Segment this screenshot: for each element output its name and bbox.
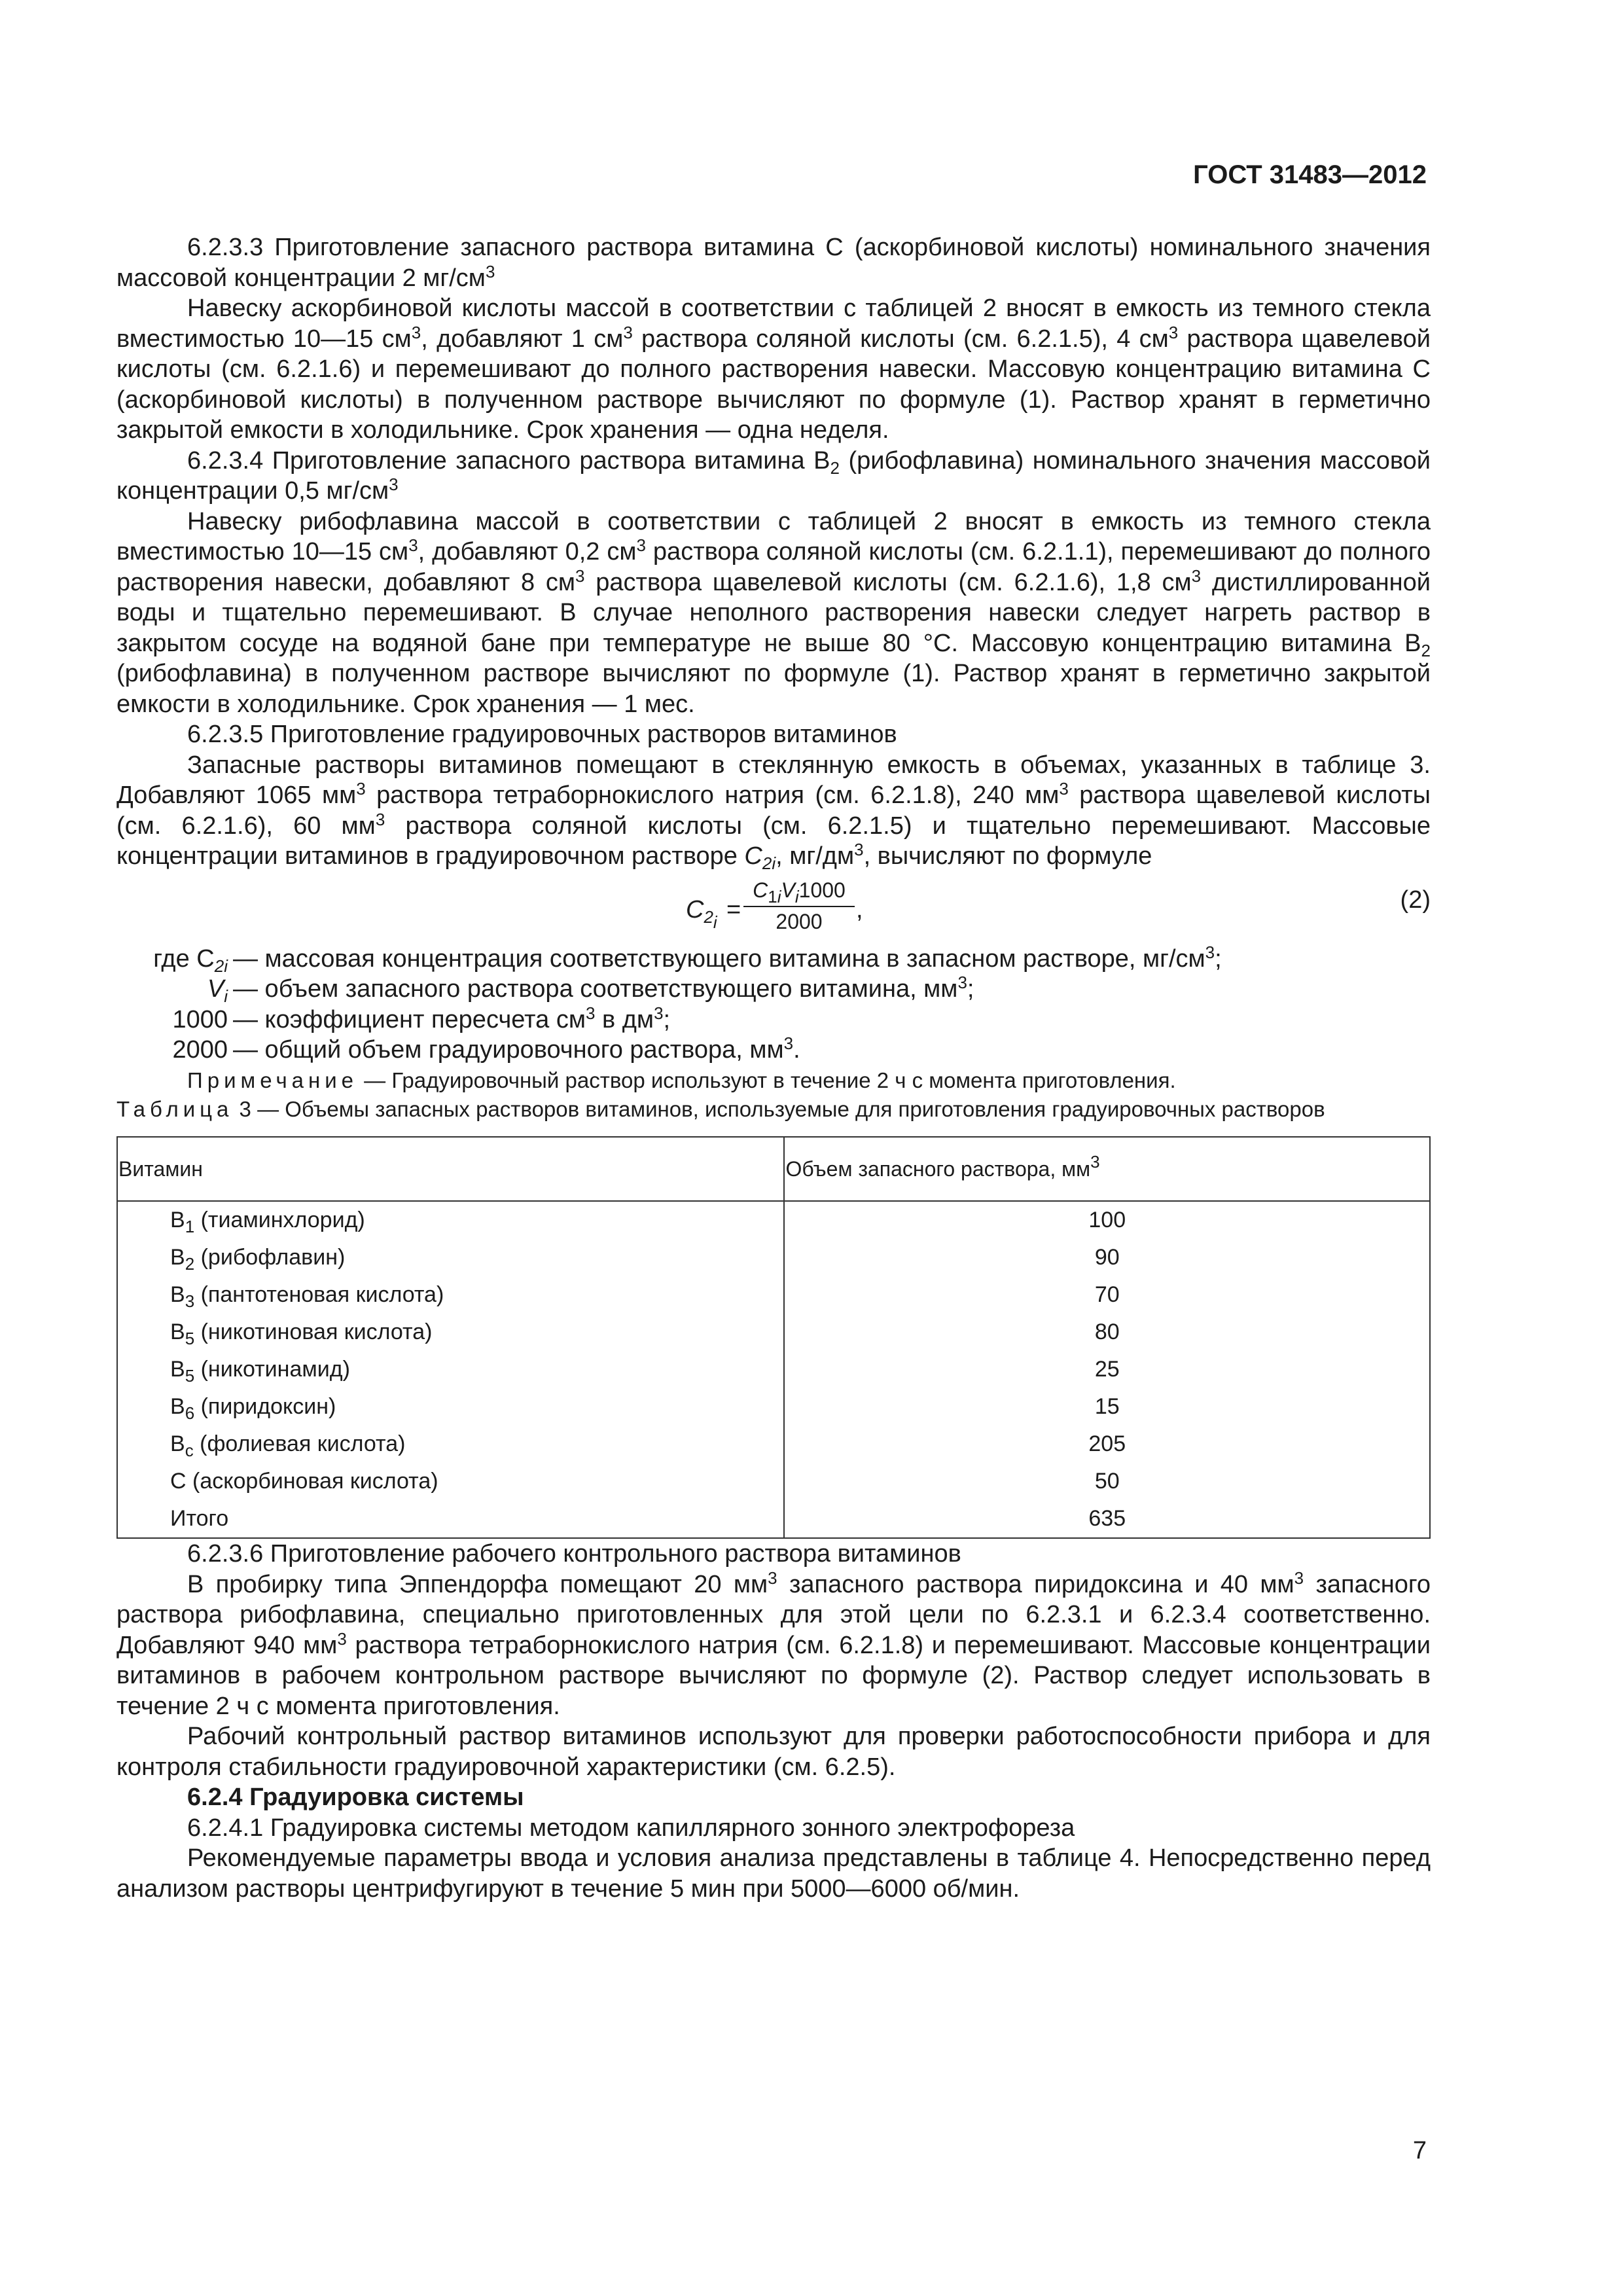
formula-number: (2): [1400, 886, 1431, 914]
table-row: $B_5$ (никотинамид) 25: [117, 1351, 1430, 1388]
formula-lhs: $C_{2_i}$: [686, 895, 717, 932]
section-6-2-3-4-title: 6.2.3.4 Приготовление запасного раствора витамина $В_2$ (рибофлавина) номинального значения массовой концентрации 0,5 $мг/см^3$: [116, 446, 1431, 505]
section-6-2-3-4-paragraph: Навеску рибофлавина массой в соответствии с таблицей 2 вносят в емкость из темного стекла вместимостью 10—15 $см^3$, добавляют 0,2 $см^3$ раствора соляной кислоты (см. 6.2.1.1), перемешивают до полного растворения навески, добавляют 8 $см^3$ раствора щавелевой кислоты (см. 6.2.1.6), 1,8 $см^3$ дистиллированной воды и тщательно перемешивают. В случае неполного растворения навески следует нагреть раствор в закрытом сосуде на водяной бане при температуре не выше 80 °С. Массовую концентрацию витамина $В_2$ (рибофлавина) в полученном растворе вычисляют по формуле (1). Раствор хранят в герметично закрытой емкости в холодильнике. Срок хранения — 1 мес.: [116, 507, 1431, 718]
column-header-vitamin: Витамин: [117, 1137, 784, 1201]
table-row-total: Итого 635: [117, 1500, 1430, 1538]
table-row: $B_c$ (фолиевая кислота) 205: [117, 1426, 1430, 1463]
page-number: 7: [1412, 2137, 1427, 2164]
formula-fraction: [743, 877, 855, 936]
table-row: C (аскорбиновая кислота) 50: [117, 1463, 1430, 1500]
table-3: [116, 1136, 1431, 1539]
section-6-2-4-1-paragraph: Рекомендуемые параметры ввода и условия анализа представлены в таблице 4. Непосредственно перед анализом растворы центрифугируют в течение 5 мин при 5000—6000 об/мин.: [116, 1844, 1431, 1903]
section-6-2-3-6-paragraph-2: Рабочий контрольный раствор витаминов используют для проверки работоспособности прибора и для контроля стабильности градуировочной характеристики (см. 6.2.5).: [116, 1723, 1431, 1781]
section-6-2-4-title: 6.2.4 Градуировка системы: [187, 1784, 524, 1811]
section-6-2-4-1-title: 6.2.4.1 Градуировка системы методом капиллярного зонного электрофореза: [187, 1814, 1075, 1842]
table-row: $B_6$ (пиридоксин) 15: [117, 1388, 1430, 1426]
legend-row: где $C_{2i}$ — массовая концентрация соответствующего витамина в запасном растворе, $мг/см^3$;: [153, 942, 1222, 976]
section-6-2-3-6-title: 6.2.3.6 Приготовление рабочего контрольного раствора витаминов: [187, 1540, 961, 1568]
table-row: $B_3$ (пантотеновая кислота) 70: [117, 1276, 1430, 1314]
section-6-2-3-3-title: 6.2.3.3 Приготовление запасного раствора витамина С (аскорбиновой кислоты) номинального значения массовой концентрации 2 $мг/см^3$: [116, 234, 1431, 292]
table-row: $B_1$ (тиаминхлорид) 100: [117, 1201, 1430, 1239]
table-header-row: [117, 1137, 1430, 1201]
table-3-caption: Таблица 3 — Объемы запасных растворов витаминов, используемые для приготовления градуировочных растворов: [116, 1097, 1325, 1121]
column-header-volume: Объем запасного раствора, $мм^3$: [784, 1137, 1430, 1201]
note: Примечание — Градуировочный раствор используют в течение 2 ч с момента приготовления.: [187, 1067, 1176, 1092]
standard-header: ГОСТ 31483—2012: [1193, 160, 1427, 189]
formula-denominator: 2000: [776, 909, 823, 933]
table-row: $B_2$ (рибофлавин) 90: [117, 1239, 1430, 1276]
legend-row: $V_i$ — объем запасного раствора соответствующего витамина, $мм^3$;: [207, 973, 974, 1006]
section-6-2-3-5-title: 6.2.3.5 Приготовление градуировочных растворов витаминов: [187, 721, 897, 748]
legend-row: 1000 — коэффициент пересчета $см^3$ в $дм^3$;: [172, 1003, 671, 1033]
document-body: [116, 232, 1431, 1904]
section-6-2-3-3-paragraph: Навеску аскорбиновой кислоты массой в соответствии с таблицей 2 вносят в емкость из темного стекла вместимостью 10—15 $см^3$, добавляют 1 $см^3$ раствора соляной кислоты (см. 6.2.1.5), 4 $см^3$ раствора щавелевой кислоты (см. 6.2.1.6) и перемешивают до полного растворения навески. Массовую концентрацию витамина С (аскорбиновой кислоты) в полученном растворе вычисляют по формуле (1). Раствор хранят в герметично закрытой емкости в холодильнике. Срок хранения — одна неделя.: [116, 295, 1431, 444]
section-6-2-3-5-paragraph: Запасные растворы витаминов помещают в стеклянную емкость в объемах, указанных в таблице 3. Добавляют 1065 $мм^3$ раствора тетраборнокислого натрия (см. 6.2.1.8), 240 $мм^3$ раствора щавелевой кислоты (см. 6.2.1.6), 60 $мм^3$ раствора соляной кислоты (см. 6.2.1.5) и тщательно перемешивают. Массовые концентрации витаминов в градуировочном растворе $C_{2i}$, $мг/дм^3$, вычисляют по формуле: [116, 751, 1431, 873]
legend-row: 2000 — общий объем градуировочного раствора, $мм^3$.: [172, 1033, 800, 1064]
formula-2: $C_{2_i}$ = $C_{1i}V_i1000$ 2000 , (2): [116, 872, 1431, 944]
table-row: $B_5$ (никотиновая кислота) 80: [117, 1314, 1430, 1351]
formula-numerator: $C_{1i}V_i1000$: [743, 877, 855, 907]
formula-legend: [116, 944, 1431, 1066]
section-6-2-3-6-paragraph: В пробирку типа Эппендорфа помещают 20 $мм^3$ запасного раствора пиридоксина и 40 $мм^3$ запасного раствора рибофлавина, специально приготовленных для этой цели по 6.2.3.1 и 6.2.3.4 соответственно. Добавляют 940 $мм^3$ раствора тетраборнокислого натрия (см. 6.2.1.8) и перемешивают. Массовые концентрации витаминов в рабочем контрольном растворе вычисляют по формуле (2). Раствор следует использовать в течение 2 ч с момента приготовления.: [116, 1568, 1431, 1720]
